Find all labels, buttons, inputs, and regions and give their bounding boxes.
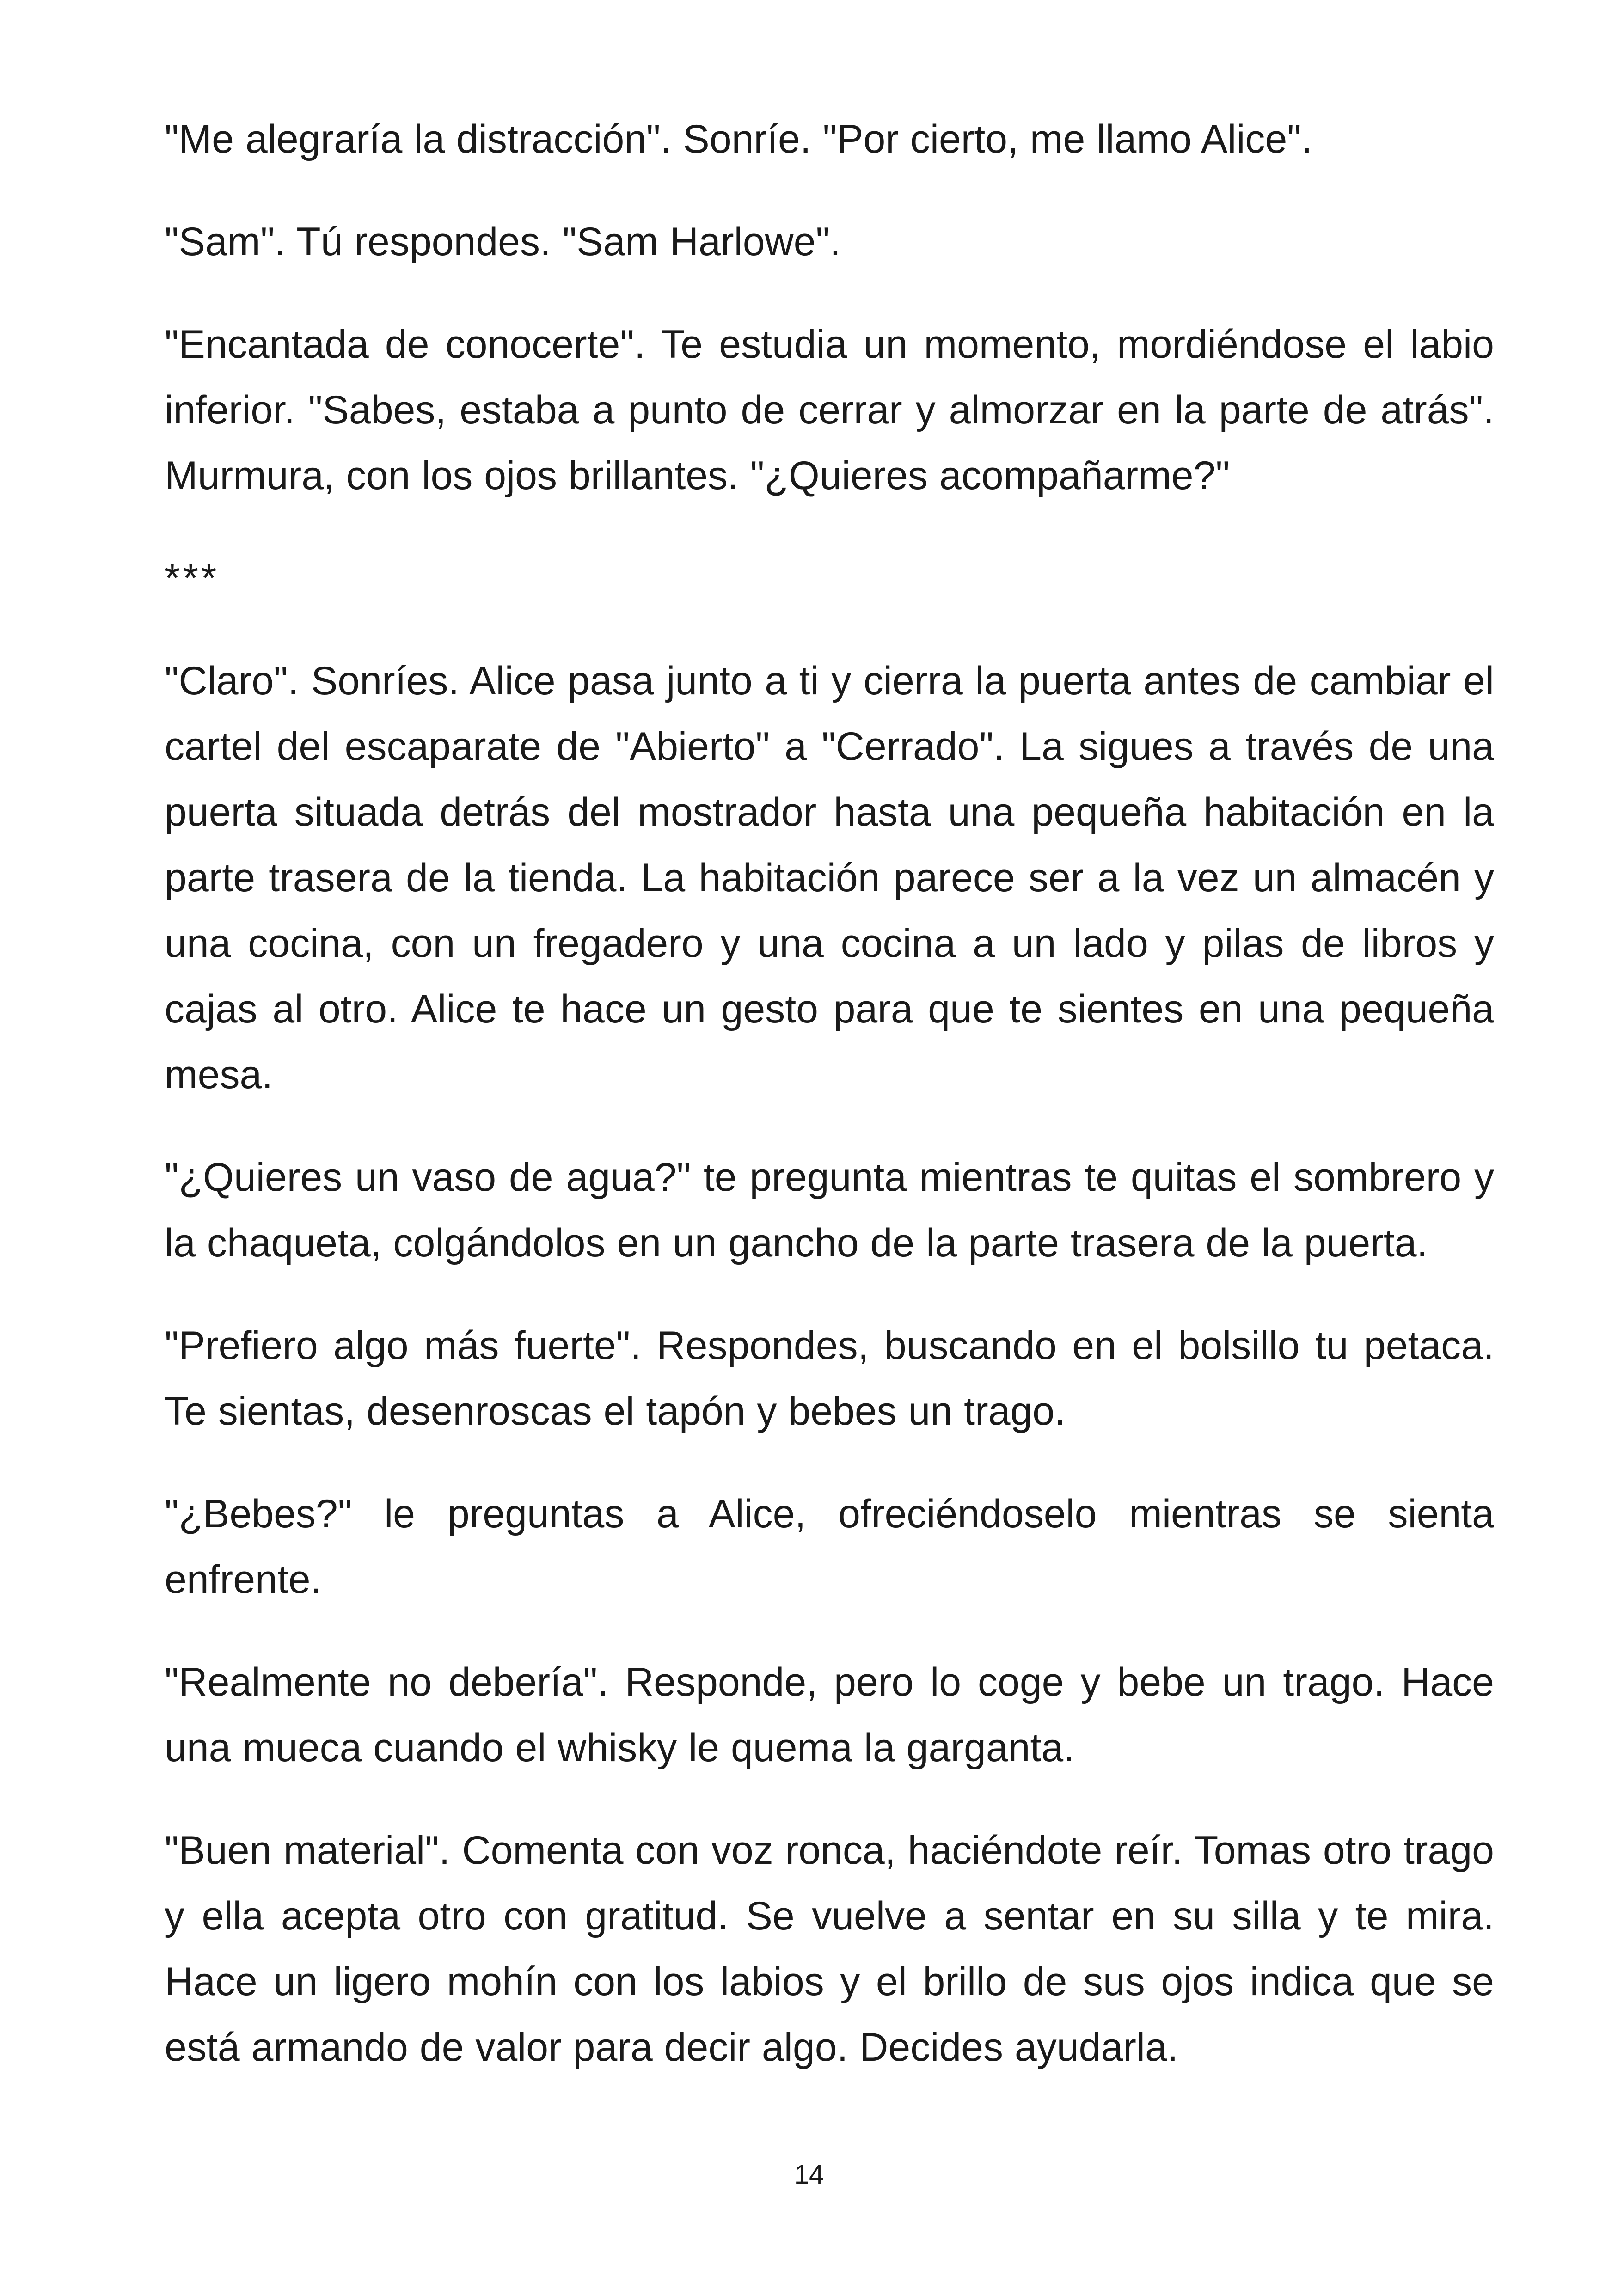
paragraph-6: "Prefiero algo más fuerte". Respondes, buscando en el bolsillo tu petaca. Te sientas, desenroscas el tapón y bebes un trago.	[165, 1323, 1494, 1433]
paragraph-7: "¿Bebes?" le preguntas a Alice, ofreciéndoselo mientras se sienta enfrente.	[165, 1492, 1494, 1602]
scene-break: ***	[165, 556, 220, 600]
paragraph-3: "Encantada de conocerte". Te estudia un momento, mordiéndose el labio inferior. "Sabes, estaba a punto de cerrar y almorzar en la parte de atrás". Murmura, con los ojos brillantes. "¿Quieres acompañarme?"	[165, 322, 1494, 498]
body-text	[165, 106, 1494, 2117]
paragraph-8: "Realmente no debería". Responde, pero lo coge y bebe un trago. Hace una mueca cuando el whisky le quema la garganta.	[165, 1660, 1494, 1770]
paragraph-9: "Buen material". Comenta con voz ronca, haciéndote reír. Tomas otro trago y ella acepta otro con gratitud. Se vuelve a sentar en su silla y te mira. Hace un ligero mohín con los labios y el brillo de sus ojos indica que se está armando de valor para decir algo. Decides ayudarla.	[165, 1828, 1494, 2069]
page-number: 14	[794, 2160, 824, 2190]
paragraph-2: "Sam". Tú respondes. "Sam Harlowe".	[165, 220, 841, 264]
paragraph-5: "¿Quieres un vaso de agua?" te pregunta mientras te quitas el sombrero y la chaqueta, colgándolos en un gancho de la parte trasera de la puerta.	[165, 1155, 1494, 1265]
paragraph-1: "Me alegraría la distracción". Sonríe. "Por cierto, me llamo Alice".	[165, 117, 1312, 161]
paragraph-4: "Claro". Sonríes. Alice pasa junto a ti y cierra la puerta antes de cambiar el cartel del escaparate de "Abierto" a "Cerrado". La sigues a través de una puerta situada detrás del mostrador hasta una pequeña habitación en la parte trasera de la tienda. La habitación parece ser a la vez un almacén y una cocina, con un fregadero y una cocina a un lado y pilas de libros y cajas al otro. Alice te hace un gesto para que te sientes en una pequeña mesa.	[165, 659, 1494, 1097]
